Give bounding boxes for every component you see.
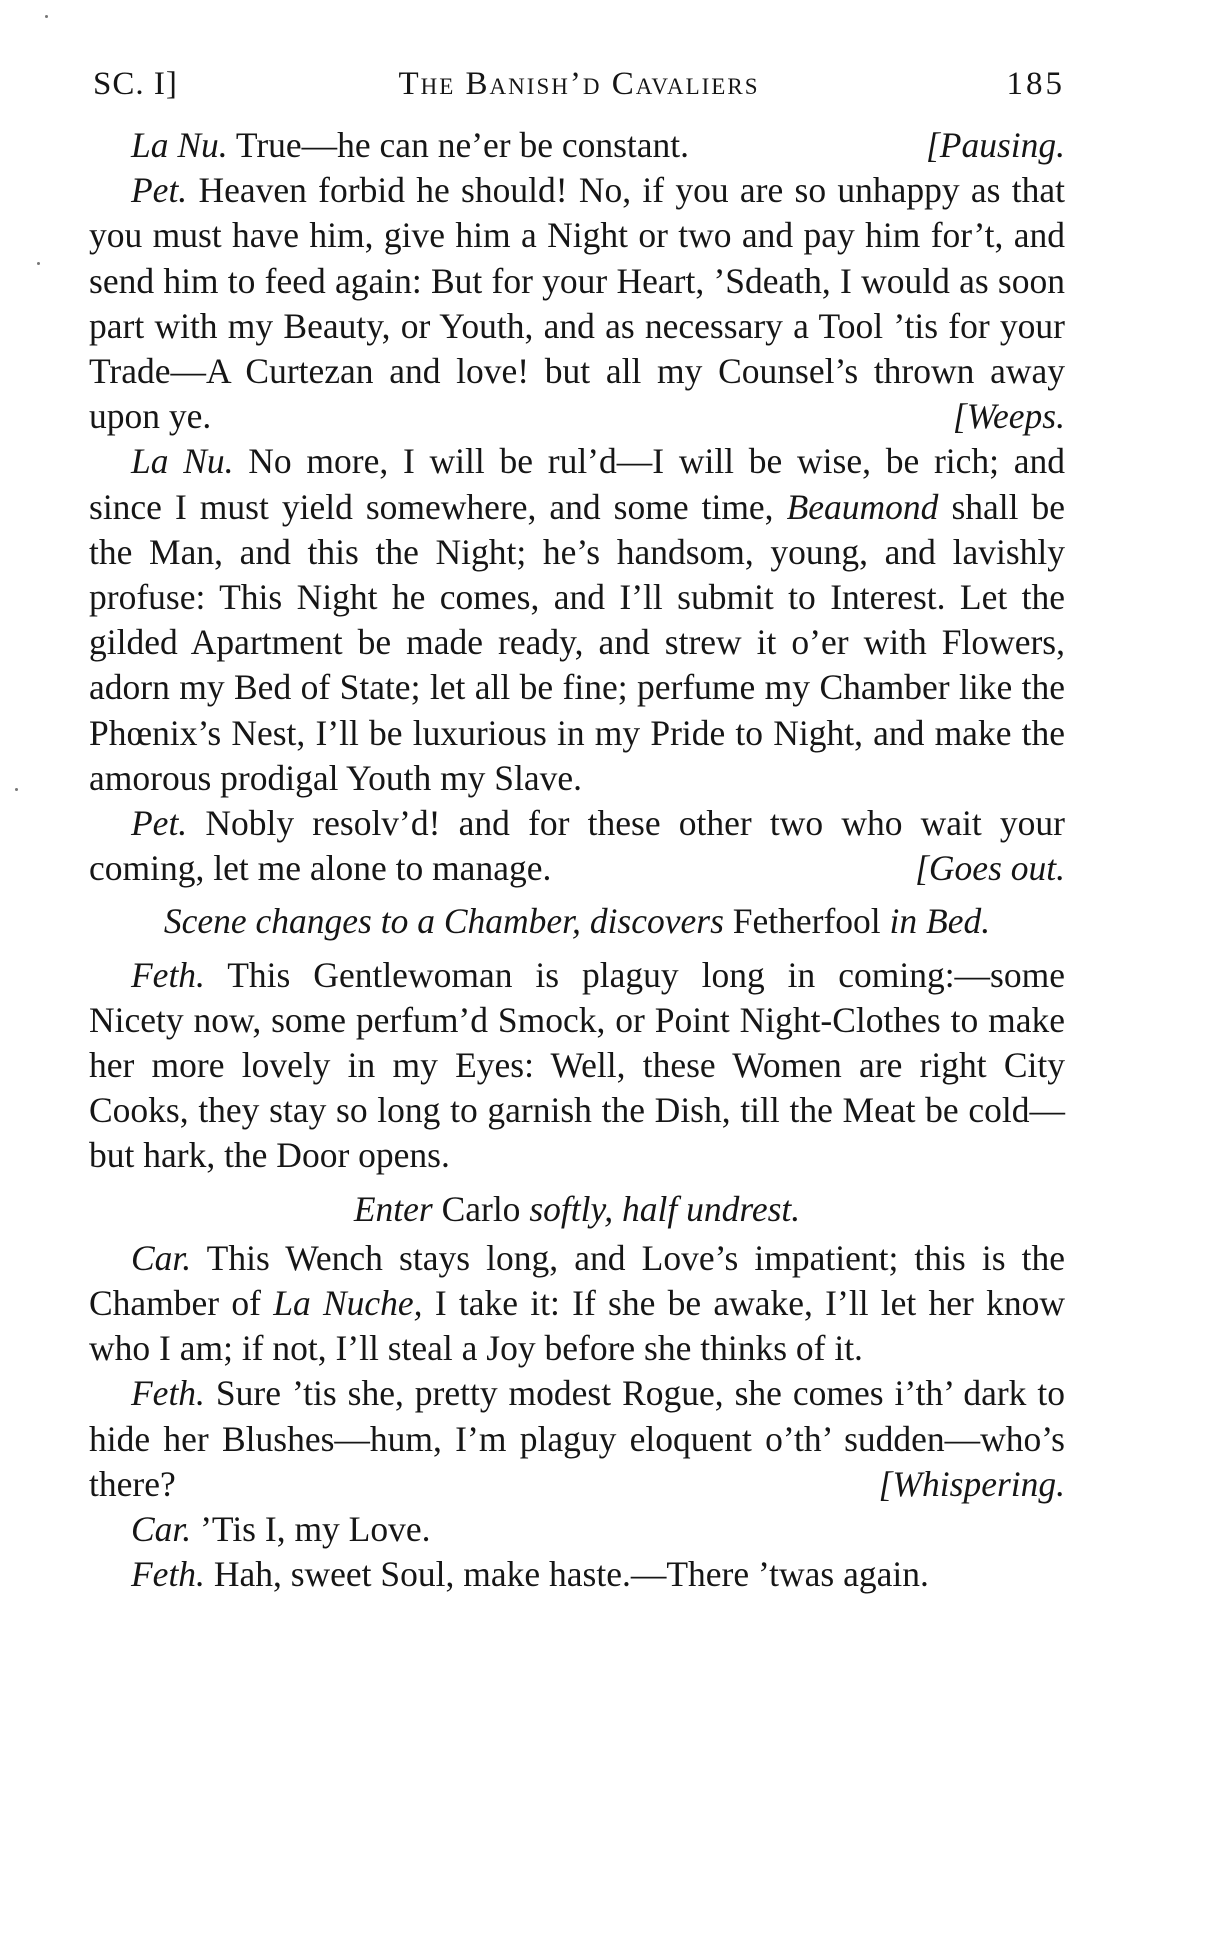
page-body [89,123,1065,1598]
speech-fetherfool-1 [89,953,1065,1179]
speech-la-nuche-1 [89,123,1065,168]
speaker-name: Feth. [131,1554,205,1595]
speech-carlo-2 [89,1507,1065,1552]
character-name: Carlo [441,1188,521,1229]
speech-text: Hah, sweet Soul, make haste.—There ’twas again. [213,1554,929,1595]
speech-carlo-1 [89,1236,1065,1372]
stage-direction: in Bed. [889,901,991,942]
stage-direction: softly, [529,1188,614,1229]
stage-direction: half undrest. [622,1188,801,1229]
stage-direction: [Pausing. [925,125,1065,165]
margin-speck [45,15,48,18]
character-name: Fetherfool [732,901,881,942]
speaker-name: La Nu. [131,125,228,165]
character-name: Beaumond [786,486,939,527]
stage-direction: [Goes out. [915,848,1065,889]
character-name: La Nuche, [273,1283,423,1324]
stage-direction: Scene changes to a Chamber, [163,901,581,942]
speech-text: Heaven forbid he should! No, if you are so unhappy as that you must have him, give him a Night or two and pay him for’t, and send him to feed again: But for your Heart, ’Sdeath, I would as soon part with my Beauty, or Youth, and as necessary a Tool ’tis for your Trade—A Curtezan and love! but all my Counsel’s thrown away upon ye. [89,170,1066,437]
stage-direction: [Weeps. [952,396,1065,437]
speech-fetherfool-2 [89,1371,1065,1507]
speech-text: I take it: If she be awake, I’ll let her know who I am; if not, I’ll steal a Joy before she thinks of it. [89,1283,1066,1369]
speaker-name: La Nu. [131,441,234,482]
speech-text: ’Tis I, my Love. [200,1509,431,1550]
speech-text: No more, I will be rul’d—I will be wise, be rich; and since I must yield somewhere, and some time, [89,441,1066,527]
speaker-name: Pet. [131,803,188,844]
speaker-name: Feth. [131,954,205,995]
margin-speck [37,262,40,265]
scene-change-direction [89,899,1065,944]
speaker-name: Car. [131,1509,192,1550]
speaker-name: Car. [131,1237,192,1278]
speech-text: This Wench stays long, and Love’s impatient; this is the Chamber of [89,1237,1066,1324]
speech-fetherfool-3 [89,1552,1065,1597]
stage-direction: Enter [353,1188,433,1229]
page-number: 185 [1006,66,1065,102]
running-title: The Banish’d Cavaliers [398,66,760,102]
speaker-name: Pet. [131,170,188,211]
speech-text: Nobly resolv’d! and for these other two who wait your coming, let me alone to manage. [89,803,1066,889]
speech-text: True—he can ne’er be constant. [235,125,690,165]
speaker-name: Feth. [131,1373,205,1414]
stage-direction: discovers [589,901,724,942]
stage-direction: [Whispering. [878,1463,1065,1504]
running-header [93,66,1065,116]
speech-text: shall be the Man, and this the Night; he’s handsom, young, and lavishly profuse: This Night he comes, and I’ll submit to Interest. Let the gilded Apartment be made ready, and strew it o’er with Flowers, adorn my Bed of State; let all be fine; perfume my Chamber like the Phœnix’s Nest, I’ll be luxurious in my Pride to Night, and make the amorous prodigal Youth my Slave. [89,486,1066,798]
speech-text: This Gentlewoman is plaguy long in coming:—some Nicety now, some perfum’d Smock, or Point Night-Clothes to make her more lovely in my Eyes: Well, these Women are right City Cooks, they stay so long to garnish the Dish, till the Meat be cold—but hark, the Door opens. [89,954,1065,1176]
speech-petronella-2 [89,801,1065,891]
margin-speck [15,788,18,791]
speech-petronella-1 [89,168,1065,439]
speech-text: Sure ’tis she, pretty modest Rogue, she comes i’th’ dark to hide her Blushes—hum, I’m plaguy eloquent o’th’ sudden—who’s there? [89,1373,1066,1504]
entrance-direction [89,1187,1065,1232]
scene-marker: SC. I] [93,66,178,102]
speech-la-nuche-2 [89,439,1065,801]
